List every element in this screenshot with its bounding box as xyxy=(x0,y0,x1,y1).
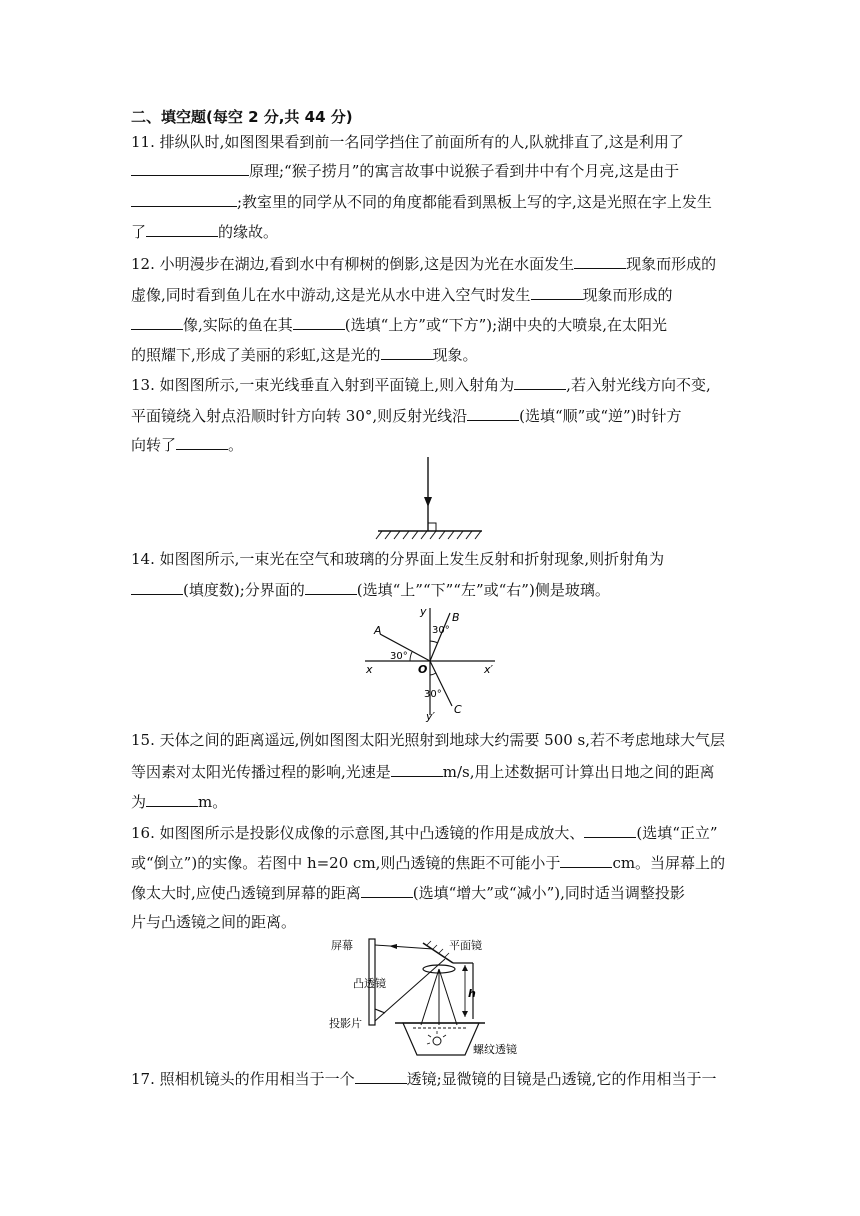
q13-line-2: 平面镜绕入射点沿顺时针方向转 30°,则反射光线沿 (选填“顺”或“逆”)时针方 xyxy=(131,407,682,425)
label-angle-2: 30° xyxy=(390,651,408,662)
label-o: O xyxy=(418,663,428,676)
q12-line-3: 像,实际的鱼在其 (选填“上方”或“下方”);湖中央的大喷泉,在太阳光 xyxy=(131,314,731,335)
label-fresnel-lens: 螺纹透镜 xyxy=(473,1043,517,1056)
answer-blank[interactable] xyxy=(146,221,218,237)
label-x-prime: x′ xyxy=(484,663,494,676)
label-c: C xyxy=(454,703,462,716)
q11-line-1: 11. 排纵队时,如图图果看到前一名同学挡住了前面所有的人,队就排直了,这是利用了 xyxy=(131,133,684,151)
label-h: h xyxy=(468,987,476,1000)
answer-blank[interactable] xyxy=(391,761,443,777)
q16-line-3: 像太大时,应使凸透镜到屏幕的距离 (选填“增大”或“减小”),同时适当调整投影 xyxy=(131,884,685,902)
answer-blank[interactable] xyxy=(467,405,519,421)
answer-blank[interactable] xyxy=(381,344,433,360)
q14-line-1: 14. 如图图所示,一束光在空气和玻璃的分界面上发生反射和折射现象,则折射角为 xyxy=(131,550,665,568)
label-mirror: 平面镜 xyxy=(449,939,482,952)
q13-line-1: 13. 如图图所示,一束光线垂直入射到平面镜上,则入射角为 ,若入射光线方向不变, xyxy=(131,376,711,394)
q16-line-4: 片与凸透镜之间的距离。 xyxy=(131,913,297,931)
q12-line-4: 的照耀下,形成了美丽的彩虹,这是光的 现象。 xyxy=(131,346,478,364)
q17-line-1: 17. 照相机镜头的作用相当于一个 透镜;显微镜的目镜是凸透镜,它的作用相当于一 xyxy=(131,1070,717,1088)
answer-blank[interactable] xyxy=(584,822,636,838)
answer-blank[interactable] xyxy=(305,579,357,595)
label-b: B xyxy=(452,611,460,624)
label-y: y xyxy=(420,605,427,618)
q12-line-1: 12. 小明漫步在湖边,看到水中有柳树的倒影,这是因为光在水面发生 现象而形成的 xyxy=(131,255,717,273)
answer-blank[interactable] xyxy=(574,253,626,269)
mirror-figure xyxy=(370,455,490,540)
answer-blank[interactable] xyxy=(560,852,612,868)
answer-blank[interactable] xyxy=(131,314,183,330)
answer-blank[interactable] xyxy=(131,160,249,176)
answer-blank[interactable] xyxy=(361,882,413,898)
q16-line-2: 或“倒立”)的实像。若图中 h=20 cm,则凸透镜的焦距不可能小于 cm。当屏幕上的 xyxy=(131,854,726,872)
q14-line-2: (填度数);分界面的 (选填“上”“下”“左”或“右”)侧是玻璃。 xyxy=(131,579,731,600)
section-title: 二、填空题(每空 2 分,共 44 分) xyxy=(131,108,353,126)
q16-line-1: 16. 如图图所示是投影仪成像的示意图,其中凸透镜的作用是成放大、 (选填“正立” xyxy=(131,824,718,842)
answer-blank[interactable] xyxy=(146,791,198,807)
answer-blank[interactable] xyxy=(531,284,583,300)
answer-blank[interactable] xyxy=(355,1068,407,1084)
q15-line-2: 等因素对太阳光传播过程的影响,光速是 m/s,用上述数据可计算出日地之间的距离 xyxy=(131,763,715,781)
q11-line-4: 了 的缘故。 xyxy=(131,223,279,241)
q13-line-3: 向转了 。 xyxy=(131,436,244,454)
answer-blank[interactable] xyxy=(131,579,183,595)
label-x: x xyxy=(366,663,373,676)
label-a: A xyxy=(374,624,382,637)
label-y-prime: y′ xyxy=(426,710,436,723)
refraction-figure xyxy=(360,603,500,723)
answer-blank[interactable] xyxy=(293,314,345,330)
q12-line-2: 虚像,同时看到鱼儿在水中游动,这是光从水中进入空气时发生 现象而形成的 xyxy=(131,286,673,304)
label-lens: 凸透镜 xyxy=(353,977,386,990)
label-angle-3: 30° xyxy=(424,689,442,700)
answer-blank[interactable] xyxy=(176,434,228,450)
answer-blank[interactable] xyxy=(514,374,566,390)
projector-figure xyxy=(325,935,540,1060)
label-angle-1: 30° xyxy=(432,625,450,636)
label-screen: 屏幕 xyxy=(331,939,353,952)
q15-line-3: 为 m。 xyxy=(131,793,228,811)
q11-line-3: ;教室里的同学从不同的角度都能看到黑板上写的字,这是光照在字上发生 xyxy=(131,191,731,212)
answer-blank[interactable] xyxy=(131,191,237,207)
label-slide: 投影片 xyxy=(329,1017,362,1030)
q11-line-2: 原理;“猴子捞月”的寓言故事中说猴子看到井中有个月亮,这是由于 xyxy=(131,160,731,181)
q15-line-1: 15. 天体之间的距离遥远,例如图图太阳光照射到地球大约需要 500 s,若不考虑地球大气层 xyxy=(131,731,726,749)
